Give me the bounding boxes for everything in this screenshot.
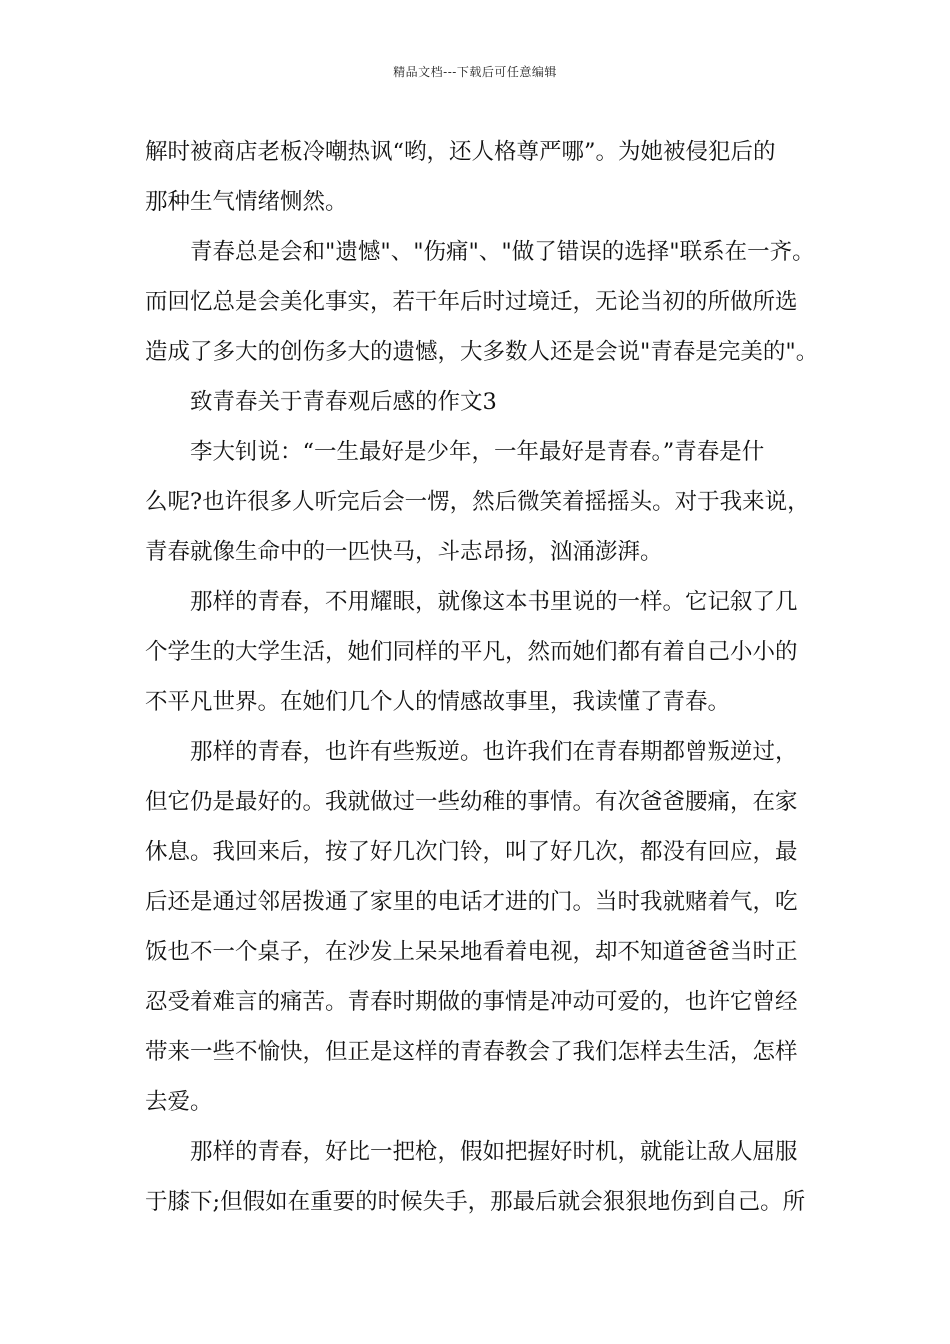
text-line: 于膝下;但假如在重要的时候失手，那最后就会狠狠地伤到自己。所 xyxy=(145,1189,806,1215)
text-line: 致青春关于青春观后感的作文3 xyxy=(190,389,497,415)
text-line: 造成了多大的创伤多大的遗憾，大多数人还是会说"青春是完美的"。 xyxy=(145,339,819,365)
text-line: 不平凡世界。在她们几个人的情感故事里，我读懂了青春。 xyxy=(145,689,731,715)
text-line: 青春就像生命中的一匹快马，斗志昂扬，汹涌澎湃。 xyxy=(145,539,663,565)
page-header: 精品文档---下载后可任意编辑 xyxy=(393,65,557,79)
text-line: 而回忆总是会美化事实，若干年后时过境迁，无论当初的所做所选 xyxy=(145,289,798,315)
text-line: 个学生的大学生活，她们同样的平凡，然而她们都有着自己小小的 xyxy=(145,639,798,665)
text-line: 么呢?也许很多人听完后会一愣，然后微笑着摇摇头。对于我来说， xyxy=(145,489,810,515)
text-line: 休息。我回来后，按了好几次门铃，叫了好几次，都没有回应，最 xyxy=(145,839,798,865)
document-body xyxy=(145,127,825,1227)
text-line: 但它仍是最好的。我就做过一些幼稚的事情。有次爸爸腰痛，在家 xyxy=(145,789,798,815)
text-line: 解时被商店老板冷嘲热讽“哟，还人格尊严哪”。为她被侵犯后的 xyxy=(145,139,776,165)
text-line: 后还是通过邻居拨通了家里的电话才进的门。当时我就赌着气，吃 xyxy=(145,889,798,915)
text-line: 那样的青春，好比一把枪，假如把握好时机，就能让敌人屈服 xyxy=(190,1139,798,1165)
text-line: 带来一些不愉快，但正是这样的青春教会了我们怎样去生活，怎样 xyxy=(145,1039,798,1065)
text-line: 青春总是会和"遗憾"、"伤痛"、"做了错误的选择"联系在一齐。 xyxy=(190,239,815,265)
text-line: 李大钊说：“一生最好是少年，一年最好是青春。”青春是什 xyxy=(190,439,765,465)
text-line: 那样的青春，不用耀眼，就像这本书里说的一样。它记叙了几 xyxy=(190,589,798,615)
text-line: 那种生气情绪恻然。 xyxy=(145,189,348,215)
text-line: 忍受着难言的痛苦。青春时期做的事情是冲动可爱的，也许它曾经 xyxy=(145,989,798,1015)
text-line: 去爱。 xyxy=(145,1089,213,1115)
text-line: 那样的青春，也许有些叛逆。也许我们在青春期都曾叛逆过， xyxy=(190,739,798,765)
text-line: 饭也不一个桌子，在沙发上呆呆地看着电视，却不知道爸爸当时正 xyxy=(145,939,798,965)
